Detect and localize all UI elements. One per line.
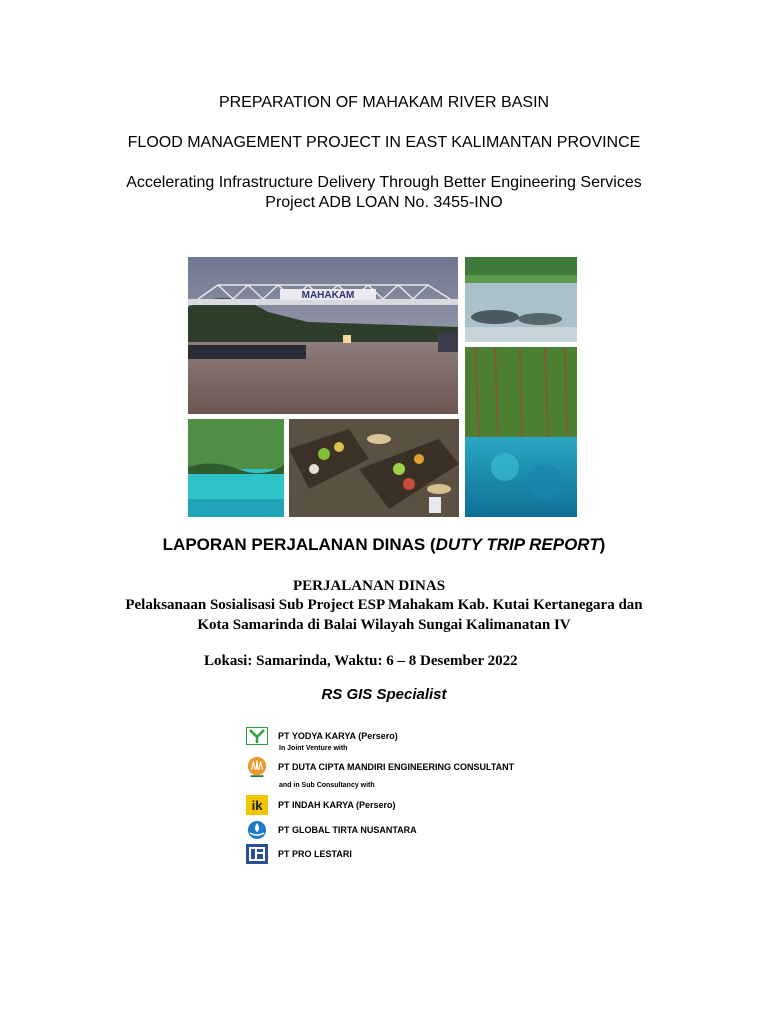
report-title-main: LAPORAN PERJALANAN DINAS (	[162, 535, 436, 554]
header-line-3: Accelerating Infrastructure Delivery Through Better Engineering Services	[126, 174, 642, 191]
svg-text:ik: ik	[251, 798, 263, 813]
consultant-global-tirta-nusantara	[246, 820, 417, 840]
indah-karya-logo-icon	[246, 795, 268, 815]
photo-blue-lake-forest	[465, 347, 577, 517]
consultant-name-5: PT PRO LESTARI	[278, 849, 352, 859]
report-title	[0, 535, 768, 555]
header-line-1: PREPARATION OF MAHAKAM RIVER BASIN	[218, 94, 550, 111]
header-line-2: FLOOD MANAGEMENT PROJECT IN EAST KALIMANTAN PROVINCE	[127, 134, 641, 151]
consultant-yodya-karya	[246, 726, 398, 746]
duta-cipta-mandiri-logo-icon	[246, 757, 268, 777]
pro-lestari-logo-icon	[246, 844, 268, 864]
consultant-name-2: PT DUTA CIPTA MANDIRI ENGINEERING CONSULTANT	[278, 762, 515, 772]
photo-mahakam-bridge	[188, 257, 458, 414]
yodya-karya-logo-icon	[246, 726, 268, 746]
report-description-line-1: Pelaksanaan Sosialisasi Sub Project ESP Mahakam Kab. Kutai Kertanegara dan	[125, 597, 643, 613]
sub-consultancy-note: and in Sub Consultancy with	[279, 782, 375, 789]
consultant-duta-cipta-mandiri	[246, 757, 514, 777]
photo-floating-market	[289, 419, 459, 517]
joint-venture-note: In Joint Venture with	[279, 745, 348, 752]
report-location-date: Lokasi: Samarinda, Waktu: 6 – 8 Desember 2022	[204, 653, 518, 669]
report-title-end: )	[599, 535, 606, 554]
photo-turquoise-lake	[188, 419, 284, 517]
consultant-indah-karya	[246, 795, 396, 815]
consultant-name-1: PT YODYA KARYA (Persero)	[278, 731, 398, 741]
consultant-name-4: PT GLOBAL TIRTA NUSANTARA	[278, 825, 417, 835]
report-title-italic: DUTY TRIP REPORT	[435, 535, 600, 554]
report-subtitle: PERJALANAN DINAS	[292, 578, 446, 594]
consultant-name-3: PT INDAH KARYA (Persero)	[278, 800, 396, 810]
photo-river-dolphins	[465, 257, 577, 342]
bridge-sign-text: MAHAKAM	[301, 290, 355, 301]
consultant-pro-lestari	[246, 844, 352, 864]
global-tirta-logo-icon	[246, 820, 268, 840]
report-role: RS GIS Specialist	[321, 686, 447, 703]
report-description-line-2: Kota Samarinda di Balai Wilayah Sungai Kalimanatan IV	[197, 617, 571, 633]
header-line-4: Project ADB LOAN No. 3455-INO	[265, 194, 503, 211]
